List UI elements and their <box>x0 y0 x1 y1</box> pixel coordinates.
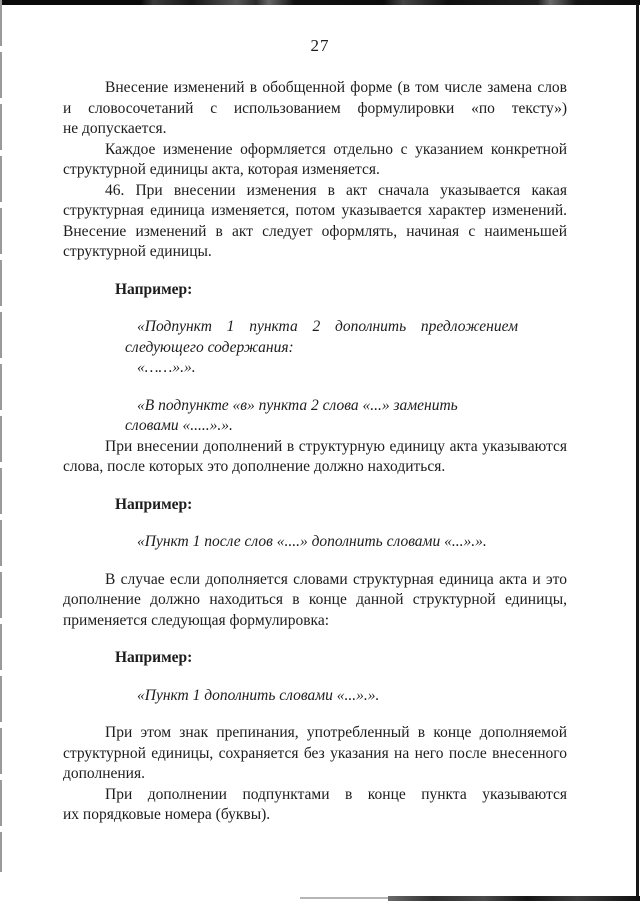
paragraph-line: В случае если дополняется словами структурная единица акта и это <box>105 570 567 588</box>
example-label: Например: <box>115 280 193 298</box>
paragraph <box>63 570 567 632</box>
paragraph-line: структурная единица изменяется, потом указывается характер изменений. <box>63 202 567 219</box>
paragraph-line: дополнение должно находиться в конце данной структурной единицы, <box>63 591 567 608</box>
paragraph-line: Каждое изменение оформляется отдельно с указанием конкретной <box>105 140 567 158</box>
example-line: следующего содержания: <box>125 338 294 356</box>
example-block <box>125 532 518 553</box>
document-body <box>63 78 567 826</box>
example-label: Например: <box>115 649 193 666</box>
paragraph-line: слова, после которых это дополнение должно находиться. <box>63 458 446 475</box>
example-block <box>125 317 518 379</box>
scan-edge-right <box>636 4 639 898</box>
example-line: словами «.....».». <box>125 417 233 434</box>
paragraph-line: При этом знак препинания, употребленный в конце дополняемой <box>105 724 567 741</box>
paragraph-line: их порядковые номера (буквы). <box>63 806 271 823</box>
paragraph-line: Внесение изменений в акт следует оформлять, начиная с наименьшей <box>63 222 567 240</box>
paragraph-line: При внесении дополнений в структурную единицу акта указываются <box>105 437 567 455</box>
paragraph <box>63 140 567 181</box>
paragraph <box>63 723 567 785</box>
scan-edge-bottom <box>300 897 390 899</box>
scan-edge-left <box>0 0 2 872</box>
page-number: 27 <box>310 36 330 55</box>
paragraph-line: При дополнении подпунктами в конце пункта указываются <box>105 785 567 803</box>
paragraph-line: и словосочетаний с использованием формулировки «по тексту») <box>63 99 567 117</box>
paragraph-line: не допускается. <box>63 120 167 137</box>
scan-edge-bottom <box>388 896 640 901</box>
paragraph-line: структурной единицы акта, которая изменяется. <box>63 161 380 178</box>
paragraph-line: структурной единицы, сохраняется без указания на него после внесенного <box>63 744 567 762</box>
example-line: «……».». <box>137 359 196 376</box>
paragraph <box>63 437 567 478</box>
paragraph-line: Внесение изменений в обобщенной форме (в том числе замена слов <box>105 79 567 96</box>
paragraph-line: применяется следующая формулировка: <box>63 611 330 629</box>
paragraph-line: дополнения. <box>63 765 145 782</box>
scan-edge-top <box>0 0 640 5</box>
example-line: «Пункт 1 после слов «....» дополнить словами «...».». <box>137 533 487 550</box>
paragraph <box>63 181 567 263</box>
example-label: Например: <box>115 495 193 513</box>
paragraph-line: 46. При внесении изменения в акт сначала указывается какая <box>105 181 567 199</box>
example-block <box>125 396 518 437</box>
example-line: «Подпункт 1 пункта 2 дополнить предложением <box>137 318 518 335</box>
paragraph <box>63 78 567 140</box>
example-line: «Пункт 1 дополнить словами «...».». <box>137 686 380 704</box>
example-block <box>125 686 518 707</box>
paragraph-line: структурной единицы. <box>63 243 212 260</box>
paragraph <box>63 785 567 826</box>
example-line: «В подпункте «в» пункта 2 слова «...» заменить <box>137 396 458 414</box>
